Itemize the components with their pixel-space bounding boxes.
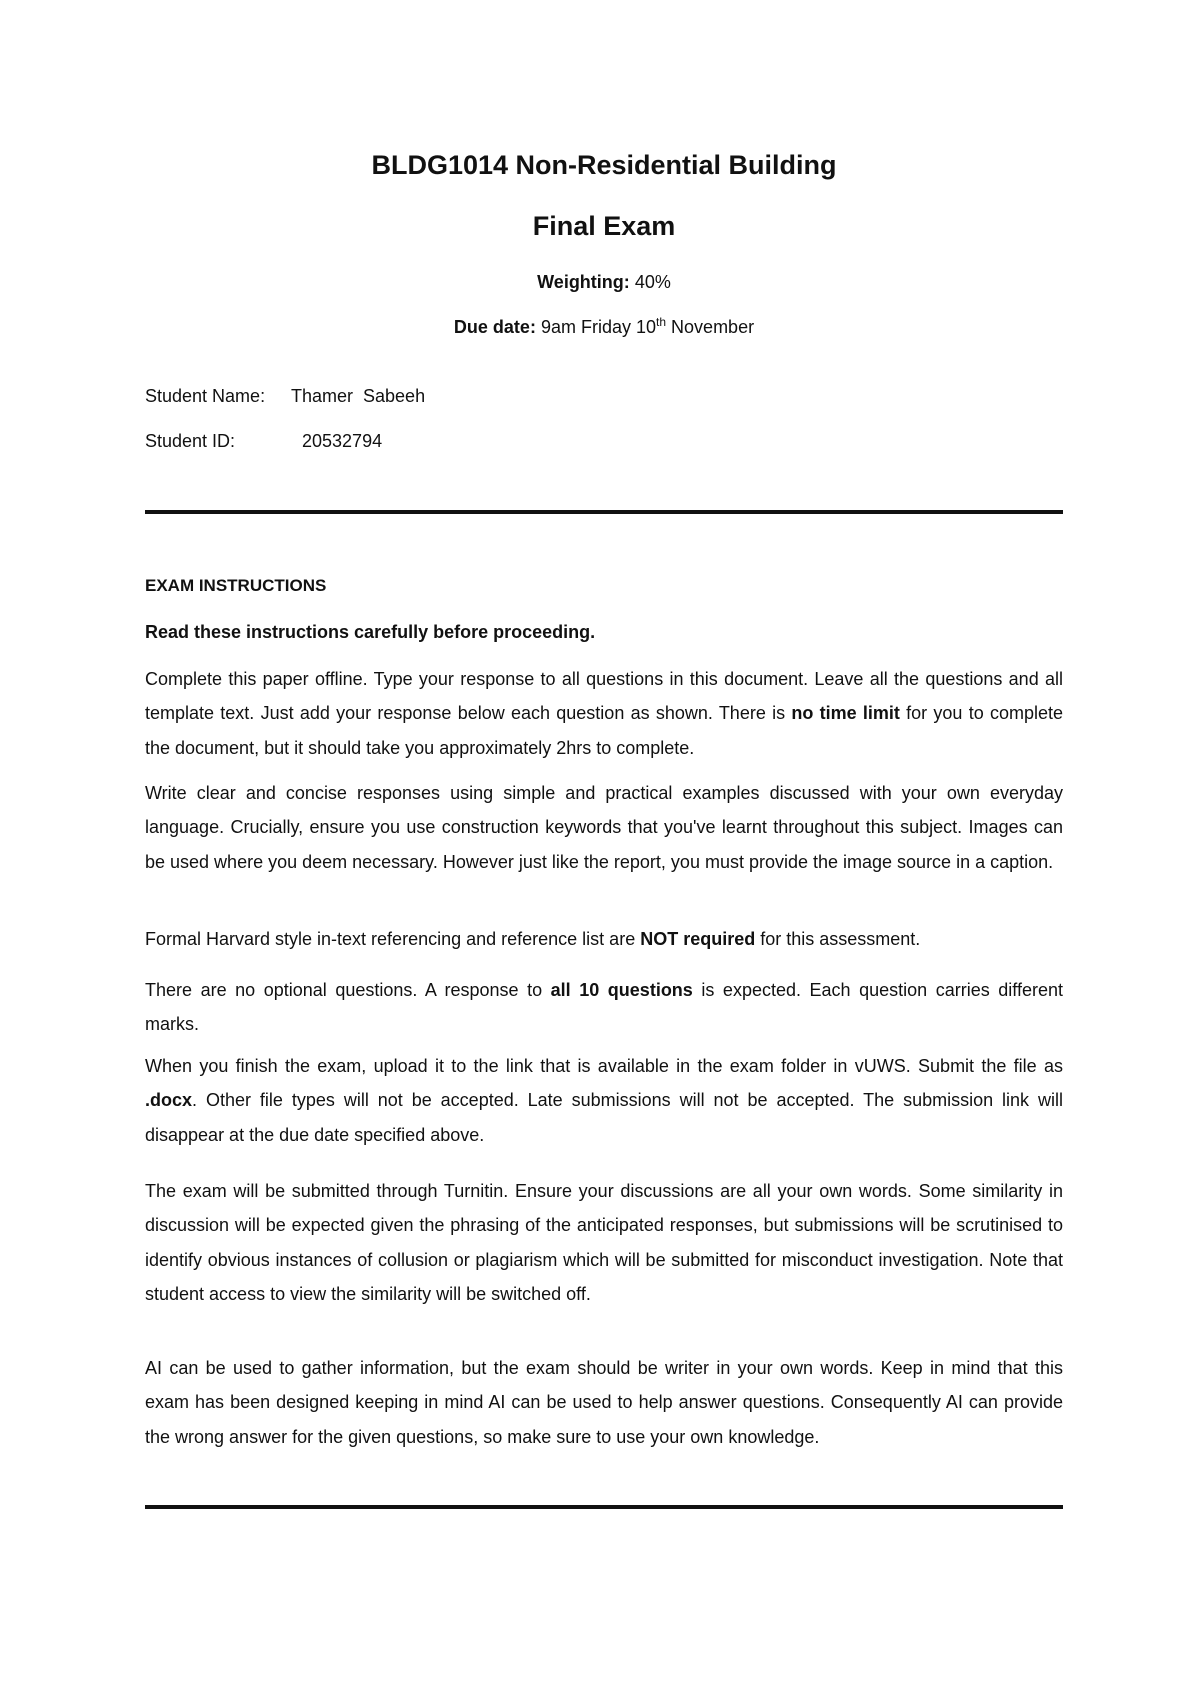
due-date-month: November (671, 317, 755, 337)
student-id-row (145, 431, 382, 452)
due-date-prefix: 9am Friday 10 (540, 317, 657, 337)
student-name-row (145, 386, 425, 407)
p5-bold: .docx (145, 1090, 193, 1111)
student-name-value: Thamer Sabeeh (291, 386, 426, 406)
instruction-paragraph-1 (145, 662, 1063, 765)
p1-bold: no time limit (791, 703, 900, 724)
document-page (145, 0, 1063, 1696)
instruction-paragraph-2: Write clear and concise responses using simple and practical examples discussed with your own everyday language. Crucially, ensure you use construction keywords that you've learnt throughout this subject. Images can be used where you deem necessary. However just like the report, you must provide the image source in a caption. (145, 783, 1063, 872)
instruction-paragraph-7: AI can be used to gather information, but the exam should be writer in your own words. Keep in mind that this exam has been designed keeping in mind AI can be used to help answer questions. Consequently AI can provide the wrong answer for the given questions, so make sure to use your own knowledge. (145, 1358, 1063, 1447)
instruction-paragraph-6: The exam will be submitted through Turnitin. Ensure your discussions are all your own words. Some similarity in discussion will be expected given the phrasing of the anticipated responses, but submissions will be scrutinised to identify obvious instances of collusion or plagiarism which will be submitted for misconduct investigation. Note that student access to view the similarity will be switched off. (145, 1181, 1063, 1304)
due-date-suffix-sup: th (656, 315, 667, 329)
p5-text-a: When you finish the exam, upload it to the link that is available in the exam folder in vUWS. Submit the file as (145, 1056, 1063, 1076)
p4-text-c: is expected. Each question carries different marks. (145, 980, 1063, 1035)
p4-bold: all 10 questions (550, 980, 693, 1000)
p4-text-a: There are no optional questions. A response to (145, 980, 551, 1000)
divider-top (145, 510, 1063, 514)
due-date-line (145, 317, 1063, 338)
p5-text-c: . Other file types will not be accepted. Late submissions will not be accepted. The submission link will disappear at the due date specified above. (145, 1090, 1063, 1145)
p3-text-a: Formal Harvard style in-text referencing and reference list are (145, 929, 641, 949)
due-date-value (541, 317, 754, 337)
instruction-paragraph-5 (145, 1049, 1063, 1152)
weighting-label: Weighting: (537, 272, 630, 292)
course-title: BLDG1014 Non-Residential Building (371, 150, 837, 180)
student-id-value: 20532794 (302, 431, 383, 451)
p1-text-a: Complete this paper offline. Type your response to all questions in this document. Leave all the questions and all template text. Just add your response below each question as shown. There is (145, 669, 1063, 724)
student-id-label: Student ID: (145, 431, 236, 451)
due-date-label: Due date: (453, 317, 536, 337)
weighting-value: 40% (634, 272, 671, 292)
instruction-paragraph-3 (145, 922, 1063, 956)
weighting-line (145, 272, 1063, 293)
student-name-label: Student Name: (145, 386, 266, 406)
instructions-heading: EXAM INSTRUCTIONS (145, 576, 327, 595)
p1-text-c: for you to complete the document, but it should take you approximately 2hrs to complete. (145, 703, 1063, 758)
instructions-subheading: Read these instructions carefully before proceeding. (145, 622, 596, 642)
divider-bottom (145, 1505, 1063, 1509)
exam-title: Final Exam (532, 211, 676, 241)
p3-text-c: for this assessment. (755, 929, 921, 949)
instruction-paragraph-4 (145, 973, 1063, 1042)
p3-bold: NOT required (640, 929, 756, 949)
